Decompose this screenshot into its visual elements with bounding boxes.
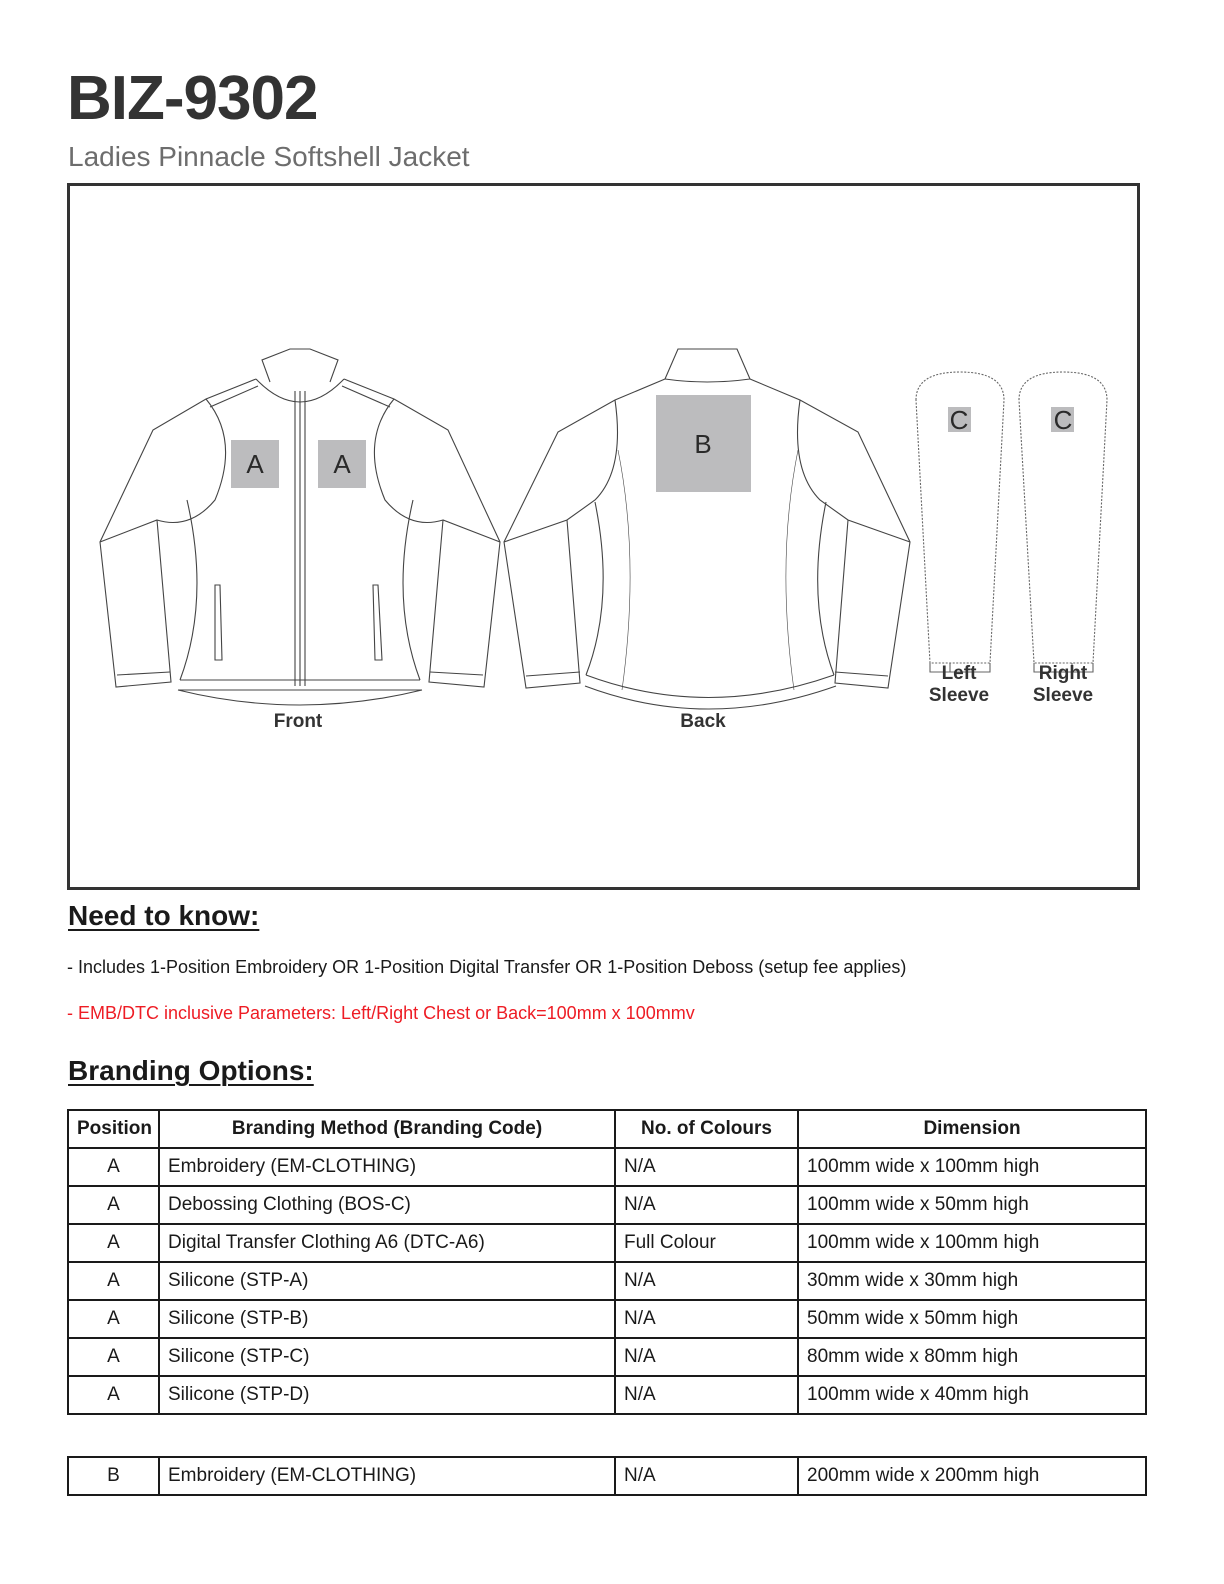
cell-dimension: 200mm wide x 200mm high — [798, 1457, 1146, 1495]
back-view-label: Back — [680, 711, 726, 732]
cell-method: Digital Transfer Clothing A6 (DTC-A6) — [159, 1224, 615, 1262]
cell-colours: N/A — [615, 1376, 798, 1414]
table-row — [68, 1338, 1146, 1376]
cell-method: Silicone (STP-B) — [159, 1300, 615, 1338]
column-header-dimension: Dimension — [798, 1110, 1146, 1148]
cell-colours: Full Colour — [615, 1224, 798, 1262]
left-sleeve-label-line1: Left — [941, 663, 977, 684]
cell-position: A — [68, 1148, 159, 1186]
cell-dimension: 100mm wide x 100mm high — [798, 1148, 1146, 1186]
right-sleeve-label-line1: Right — [1038, 663, 1088, 684]
front-view-label: Front — [273, 711, 323, 732]
cell-method: Silicone (STP-D) — [159, 1376, 615, 1414]
branding-table-position-b — [67, 1456, 1147, 1496]
branding-options-heading: Branding Options: — [68, 1055, 314, 1086]
product-name: Ladies Pinnacle Softshell Jacket — [68, 141, 470, 172]
note-parameters: - EMB/DTC inclusive Parameters: Left/Right Chest or Back=100mm x 100mmv — [67, 1003, 695, 1023]
cell-method: Silicone (STP-C) — [159, 1338, 615, 1376]
cell-position: A — [68, 1300, 159, 1338]
cell-position: A — [68, 1376, 159, 1414]
cell-colours: N/A — [615, 1338, 798, 1376]
table-header-row — [68, 1110, 1146, 1148]
table-row — [68, 1148, 1146, 1186]
branding-table-position-a — [67, 1109, 1147, 1415]
cell-position: A — [68, 1186, 159, 1224]
front-jacket-drawing — [100, 349, 500, 705]
table-row — [68, 1300, 1146, 1338]
cell-method: Embroidery (EM-CLOTHING) — [159, 1148, 615, 1186]
table-row — [68, 1262, 1146, 1300]
cell-dimension: 100mm wide x 50mm high — [798, 1186, 1146, 1224]
cell-dimension: 100mm wide x 100mm high — [798, 1224, 1146, 1262]
column-header-position: Position — [68, 1110, 159, 1148]
column-header-method: Branding Method (Branding Code) — [159, 1110, 615, 1148]
cell-dimension: 80mm wide x 80mm high — [798, 1338, 1146, 1376]
note-inclusions: - Includes 1-Position Embroidery OR 1-Position Digital Transfer OR 1-Position Deboss (setup fee applies) — [67, 957, 907, 977]
column-header-colours: No. of Colours — [615, 1110, 798, 1148]
cell-colours: N/A — [615, 1457, 798, 1495]
zone-a-left-label: A — [246, 449, 264, 479]
cell-position: A — [68, 1338, 159, 1376]
cell-position: A — [68, 1262, 159, 1300]
product-code: BIZ-9302 — [67, 64, 318, 133]
zone-c-left-label: C — [949, 405, 969, 435]
cell-method: Embroidery (EM-CLOTHING) — [159, 1457, 615, 1495]
zone-b-label: B — [694, 429, 712, 459]
cell-colours: N/A — [615, 1148, 798, 1186]
garment-diagram — [70, 186, 1137, 887]
cell-colours: N/A — [615, 1262, 798, 1300]
cell-method: Debossing Clothing (BOS-C) — [159, 1186, 615, 1224]
table-row — [68, 1376, 1146, 1414]
right-sleeve-label-line2: Sleeve — [1032, 685, 1094, 706]
cell-dimension: 100mm wide x 40mm high — [798, 1376, 1146, 1414]
cell-colours: N/A — [615, 1300, 798, 1338]
zone-a-right-label: A — [333, 449, 351, 479]
table-row — [68, 1224, 1146, 1262]
need-to-know-heading: Need to know: — [68, 900, 260, 931]
cell-method: Silicone (STP-A) — [159, 1262, 615, 1300]
left-sleeve-label-line2: Sleeve — [928, 685, 990, 706]
cell-colours: N/A — [615, 1186, 798, 1224]
garment-diagram-frame — [67, 183, 1140, 890]
cell-position: A — [68, 1224, 159, 1262]
cell-dimension: 50mm wide x 50mm high — [798, 1300, 1146, 1338]
table-row — [68, 1186, 1146, 1224]
zone-c-right-label: C — [1053, 405, 1073, 435]
table-row — [68, 1457, 1146, 1495]
cell-position: B — [68, 1457, 159, 1495]
cell-dimension: 30mm wide x 30mm high — [798, 1262, 1146, 1300]
